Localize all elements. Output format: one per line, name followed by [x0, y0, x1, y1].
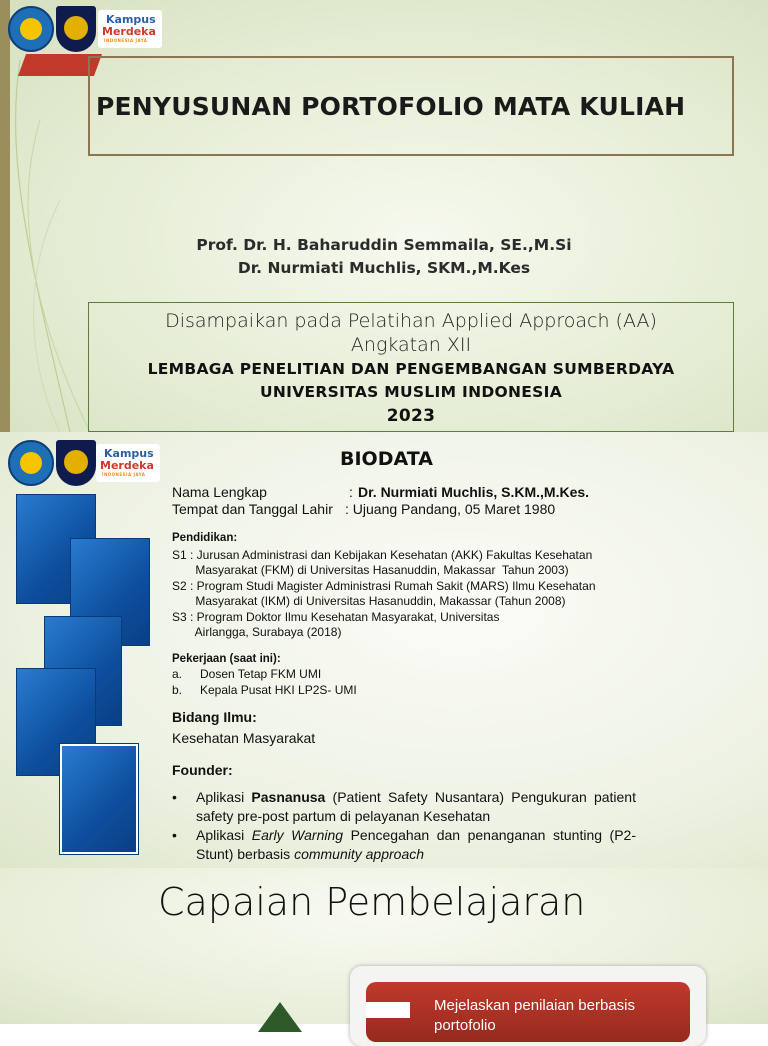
- job-item: Dosen Tetap FKM UMI: [200, 667, 322, 681]
- field-heading: Bidang Ilmu:: [172, 709, 257, 725]
- blue-decor-box: [60, 744, 138, 854]
- occasion-line-1: Disampaikan pada Pelatihan Applied Approach (AA): [165, 310, 657, 332]
- author-2: Dr. Nurmiati Muchlis, SKM.,M.Kes: [237, 259, 531, 277]
- founder-item: • Aplikasi Early Warning Pencegahan dan penanganan stunting (P2-Stunt) berbasis community approach: [172, 827, 636, 862]
- job-marker: b.: [172, 683, 183, 697]
- education-line: S3 : Program Doktor Ilmu Kesehatan Masyarakat, Universitas: [172, 610, 500, 624]
- job-marker: a.: [172, 667, 183, 681]
- name-separator: :: [349, 484, 353, 500]
- slide-title: PENYUSUNAN PORTOFOLIO MATA KULIAH: [96, 92, 686, 121]
- education-line: S1 : Jurusan Administrasi dan Kebijakan Kesehatan (AKK) Fakultas Kesehatan: [172, 548, 593, 562]
- green-triangle-decor: [258, 1002, 302, 1032]
- institution-line-2: UNIVERSITAS MUSLIM INDONESIA: [259, 383, 562, 401]
- kemdikbud-logo-icon: [8, 6, 54, 52]
- capaian-title: Capaian Pembelajaran: [158, 880, 586, 924]
- founder-item: • Aplikasi Pasnanusa (Patient Safety Nusantara) Pengukuran patient safety pre-post partum di pelayanan Kesehatan: [172, 789, 636, 824]
- institution-line-1: LEMBAGA PENELITIAN DAN PENGEMBANGAN SUMBERDAYA: [147, 360, 675, 378]
- card-text: Mejelaskan penilaian berbasis portofolio: [434, 997, 635, 1034]
- kemdikbud-logo-icon: [8, 440, 54, 486]
- field-value: Kesehatan Masyarakat: [172, 730, 316, 746]
- umi-logo-icon: [56, 440, 96, 486]
- kampus-merdeka-logo: Kampus Merdeka INDONESIA JAYA: [96, 444, 160, 482]
- left-accent-strip: [0, 0, 10, 432]
- birth-label: Tempat dan Tanggal Lahir: [172, 501, 333, 517]
- job-item: Kepala Pusat HKI LP2S- UMI: [200, 683, 357, 697]
- author-1: Prof. Dr. H. Baharuddin Semmaila, SE.,M.Si: [196, 236, 572, 254]
- umi-logo-icon: [56, 6, 96, 52]
- kampus-merdeka-logo: Kampus Merdeka INDONESIA JAYA: [98, 10, 162, 48]
- birth-value: : Ujuang Pandang, 05 Maret 1980: [345, 501, 556, 517]
- education-line: Airlangga, Surabaya (2018): [172, 625, 342, 639]
- arrow-icon: [366, 1002, 410, 1018]
- education-heading: Pendidikan:: [172, 532, 238, 544]
- year: 2023: [386, 406, 436, 426]
- education-line: Masyarakat (FKM) di Universitas Hasanuddin, Makassar Tahun 2003): [172, 563, 569, 577]
- education-line: S2 : Program Studi Magister Administrasi Rumah Sakit (MARS) Ilmu Kesehatan: [172, 579, 596, 593]
- name-label: Nama Lengkap: [172, 484, 267, 500]
- slide-cover: [0, 0, 768, 432]
- job-heading: Pekerjaan (saat ini):: [172, 653, 281, 665]
- biodata-title: BIODATA: [340, 448, 433, 470]
- founder-heading: Founder:: [172, 762, 233, 778]
- name-value: Dr. Nurmiati Muchlis, S.KM.,M.Kes.: [358, 484, 590, 500]
- learning-outcome-card: [350, 966, 706, 1046]
- education-line: Masyarakat (IKM) di Universitas Hasanuddin, Makassar (Tahun 2008): [172, 594, 566, 608]
- occasion-line-2: Angkatan XII: [350, 334, 472, 356]
